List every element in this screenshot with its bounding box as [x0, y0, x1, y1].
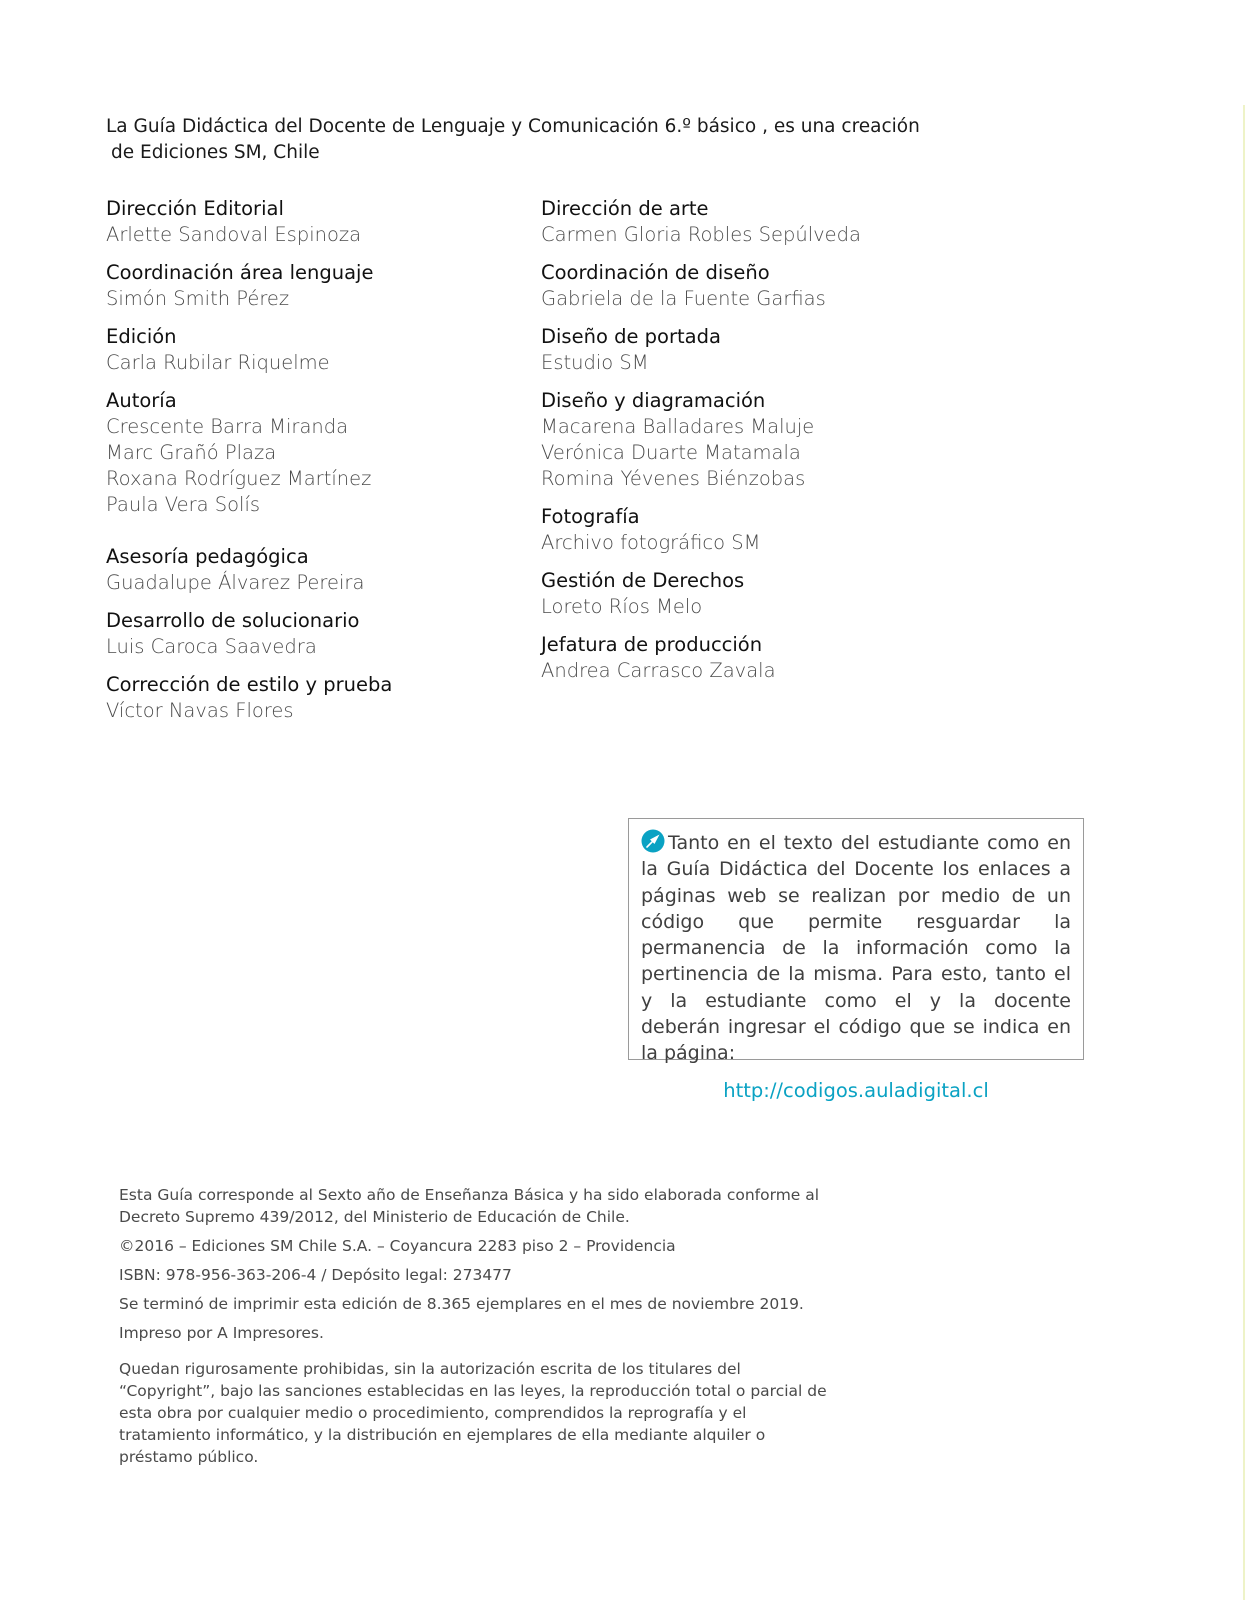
- intro-statement: [106, 114, 926, 166]
- credit-group: [106, 388, 526, 518]
- legal-section: [119, 1184, 839, 1475]
- intro-line-1: La Guía Didáctica del Docente de Lenguaje y Comunicación 6.º básico , es una creación: [106, 116, 920, 137]
- credit-role: Asesoría pedagógica: [106, 545, 309, 568]
- credit-role: Edición: [106, 325, 177, 348]
- intro-line-2: de Ediciones SM, Chile: [111, 142, 320, 163]
- credit-group: [106, 260, 526, 312]
- credit-role: Coordinación de diseño: [541, 261, 770, 284]
- credit-name: Gabriela de la Fuente Garfias: [541, 287, 826, 310]
- credit-role: Dirección Editorial: [106, 197, 284, 220]
- credit-name: Verónica Duarte Matamala: [541, 441, 801, 464]
- credit-name: Simón Smith Pérez: [106, 287, 290, 310]
- credit-role: Fotografía: [541, 505, 640, 528]
- credit-name: Marc Grañó Plaza: [106, 441, 277, 464]
- credit-name: Guadalupe Álvarez Pereira: [106, 571, 365, 594]
- credit-name: Andrea Carrasco Zavala: [541, 659, 776, 682]
- legal-print-run-text: Se terminó de imprimir esta edición de 8.365 ejemplares en el mes de noviembre 2019.: [119, 1295, 804, 1313]
- credit-group: [541, 632, 961, 684]
- credit-group: [541, 388, 961, 492]
- credit-group: [541, 196, 961, 248]
- web-links-note-box: [628, 818, 1084, 1102]
- credit-name: Roxana Rodríguez Martínez: [106, 467, 372, 490]
- credit-group: [541, 324, 961, 376]
- credit-group: [541, 260, 961, 312]
- credits-right-column: [541, 196, 961, 696]
- credit-role: Gestión de Derechos: [541, 569, 745, 592]
- credit-role: Diseño de portada: [541, 325, 721, 348]
- credit-name: Carla Rubilar Riquelme: [106, 351, 330, 374]
- note-text-block: [641, 829, 1071, 1067]
- credit-name: Macarena Balladares Maluje: [541, 415, 815, 438]
- rocket-icon: [641, 829, 665, 853]
- credit-role: Autoría: [106, 389, 177, 412]
- credit-name: Carmen Gloria Robles Sepúlveda: [541, 223, 861, 246]
- credit-role: Corrección de estilo y prueba: [106, 673, 393, 696]
- auladigital-link[interactable]: http://codigos.auladigital.cl: [723, 1078, 989, 1102]
- credit-name: Loreto Ríos Melo: [541, 595, 703, 618]
- credit-group: [541, 568, 961, 620]
- credit-group: [106, 608, 526, 660]
- credits-left-column: [106, 196, 526, 736]
- credit-name: Luis Caroca Saavedra: [106, 635, 317, 658]
- legal-printer-text: Impreso por A Impresores.: [119, 1324, 324, 1342]
- note-text: Tanto en el texto del estudiante como en la Guía Didáctica del Docente los enlaces a páginas web se realizan por medio de un código que permite resguardar la permanencia de la información como la pertinencia de la misma. Para esto, tanto el y la estudiante como el y la docente deberán ingresar el código que se indica en la página:: [641, 832, 1071, 1065]
- credit-name: Archivo fotográfico SM: [541, 531, 761, 554]
- legal-copyright-text: ©2016 – Ediciones SM Chile S.A. – Coyancura 2283 piso 2 – Providencia: [119, 1237, 676, 1255]
- credit-role: Coordinación área lenguaje: [106, 261, 374, 284]
- credit-group: [541, 504, 961, 556]
- credit-role: Jefatura de producción: [541, 633, 763, 656]
- credit-name: Paula Vera Solís: [106, 493, 261, 516]
- legal-isbn-text: ISBN: 978-956-363-206-4 / Depósito legal: 273477: [119, 1266, 512, 1284]
- credit-group: [106, 324, 526, 376]
- credit-name: Arlette Sandoval Espinoza: [106, 223, 362, 246]
- credit-name: Romina Yévenes Biénzobas: [541, 467, 806, 490]
- legal-decree-text: Esta Guía corresponde al Sexto año de Enseñanza Básica y ha sido elaborada conforme al Decreto Supremo 439/2012, del Ministerio de Educación de Chile.: [119, 1186, 820, 1226]
- credit-group: [106, 544, 526, 596]
- credit-name: Estudio SM: [541, 351, 649, 374]
- credit-role: Desarrollo de solucionario: [106, 609, 360, 632]
- credit-group: [106, 196, 526, 248]
- credit-name: Víctor Navas Flores: [106, 699, 294, 722]
- credit-name: Crescente Barra Miranda: [106, 415, 349, 438]
- credit-role: Dirección de arte: [541, 197, 709, 220]
- credit-role: Diseño y diagramación: [541, 389, 766, 412]
- legal-rights-text: Quedan rigurosamente prohibidas, sin la autorización escrita de los titulares del “Copyright”, bajo las sanciones establecidas en las leyes, la reproducción total o parcial de esta obra por cualquier medio o procedimiento, comprendidos la reprografía y el tratamiento informático, y la distribución en ejemplares de ella mediante alquiler o préstamo público.: [119, 1360, 827, 1466]
- credit-group: [106, 672, 526, 724]
